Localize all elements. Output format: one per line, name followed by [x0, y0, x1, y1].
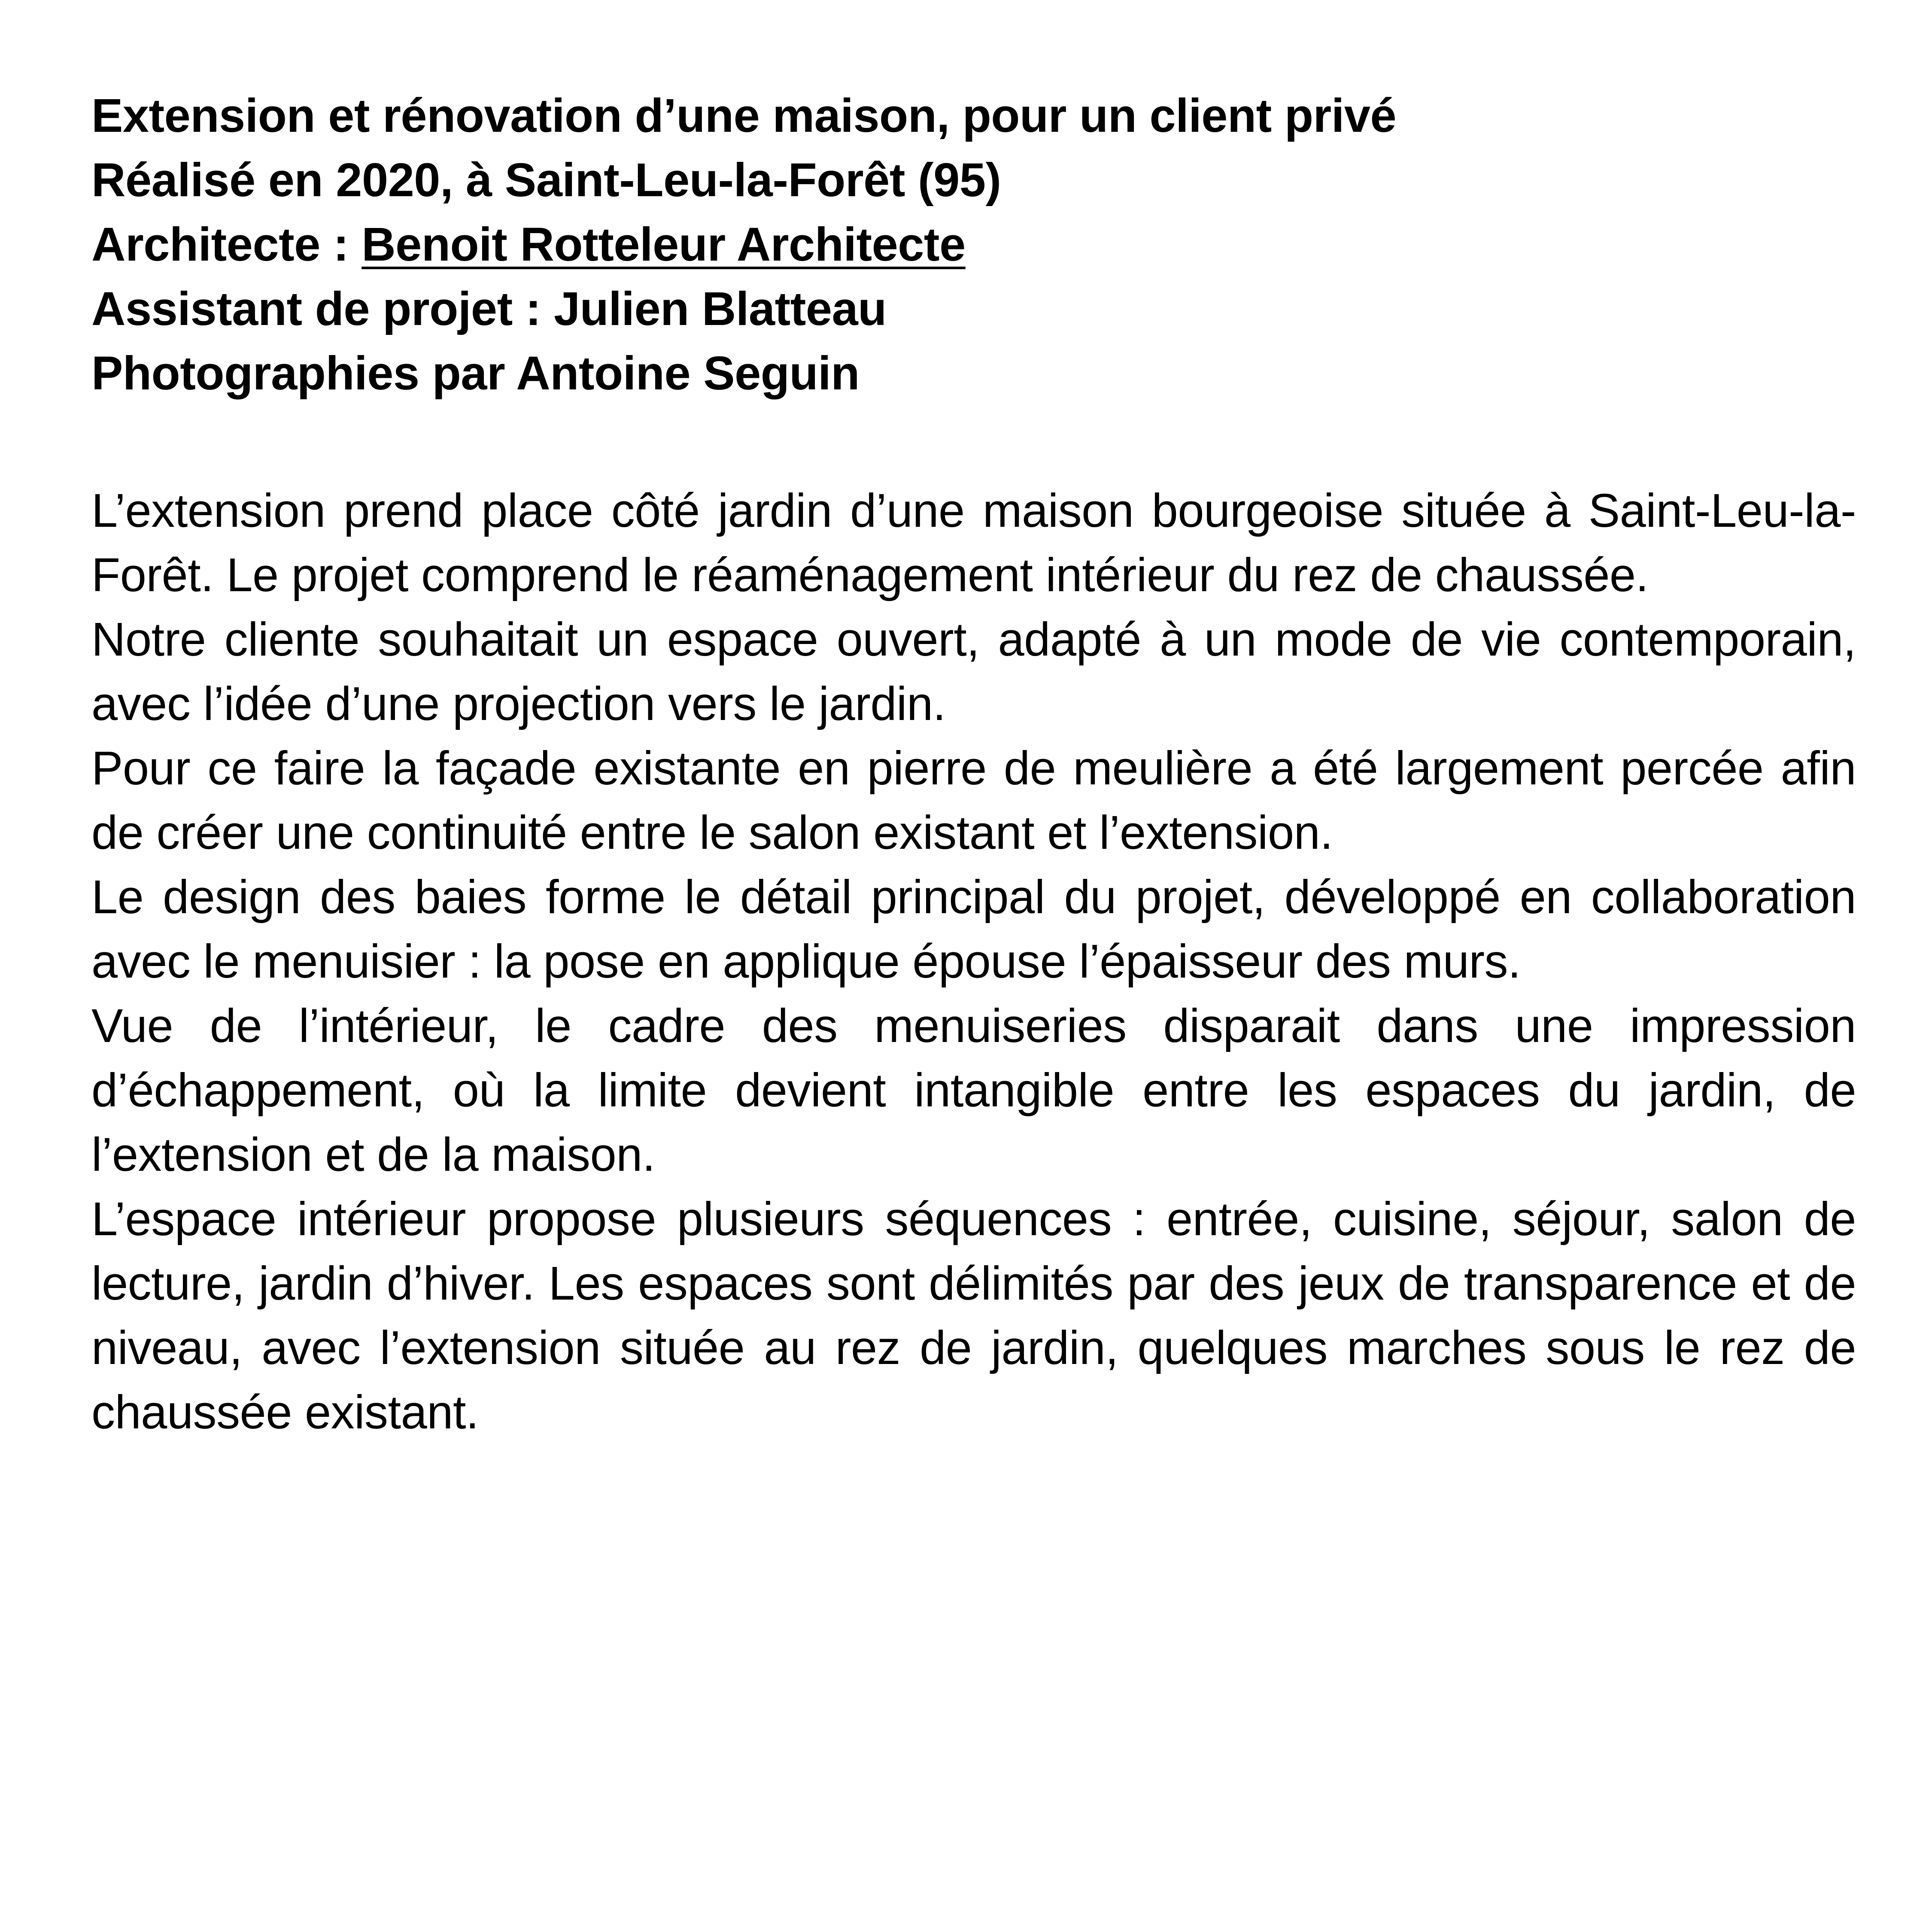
- description-paragraph-4: Le design des baies forme le détail principal du projet, développé en collaboration avec le menuisier : la pose en applique épouse l’épaisseur des murs.: [91, 871, 1856, 988]
- description-paragraph-2: Notre cliente souhaitait un espace ouvert, adapté à un mode de vie contemporain, avec l’idée d’une projection vers le jardin.: [91, 613, 1856, 730]
- description-paragraph-6: L’espace intérieur propose plusieurs séquences : entrée, cuisine, séjour, salon de lecture, jardin d’hiver. Les espaces sont délimités par des jeux de transparence et de niveau, avec l’extension située au rez de jardin, quelques marches sous le rez de chaussée existant.: [91, 1193, 1856, 1439]
- description-paragraph-3: Pour ce faire la façade existante en pierre de meulière a été largement percée afin de créer une continuité entre le salon existant et l’extension.: [91, 742, 1856, 859]
- description-paragraph-5: Vue de l’intérieur, le cadre des menuiseries disparait dans une impression d’échappement, où la limite devient intangible entre les espaces du jardin, de l’extension et de la maison.: [91, 999, 1856, 1181]
- architect-label: Architecte :: [91, 218, 362, 271]
- project-architect: [91, 213, 1856, 277]
- project-photographer: Photographies par Antoine Seguin: [91, 347, 860, 400]
- project-assistant: Assistant de projet : Julien Blatteau: [91, 283, 887, 335]
- description-paragraph-1: L’extension prend place côté jardin d’une maison bourgeoise située à Saint-Leu-la-Forêt. Le projet comprend le réaménagement intérieur du rez de chaussée.: [91, 484, 1856, 601]
- project-description: [91, 479, 1856, 1445]
- project-sheet: [91, 84, 1856, 1445]
- project-realisation: Réalisé en 2020, à Saint-Leu-la-Forêt (95): [91, 154, 1001, 207]
- architect-link[interactable]: Benoit Rotteleur Architecte: [361, 218, 966, 271]
- project-credits: [91, 84, 1856, 406]
- project-title: Extension et rénovation d’une maison, pour un client privé: [91, 89, 1397, 142]
